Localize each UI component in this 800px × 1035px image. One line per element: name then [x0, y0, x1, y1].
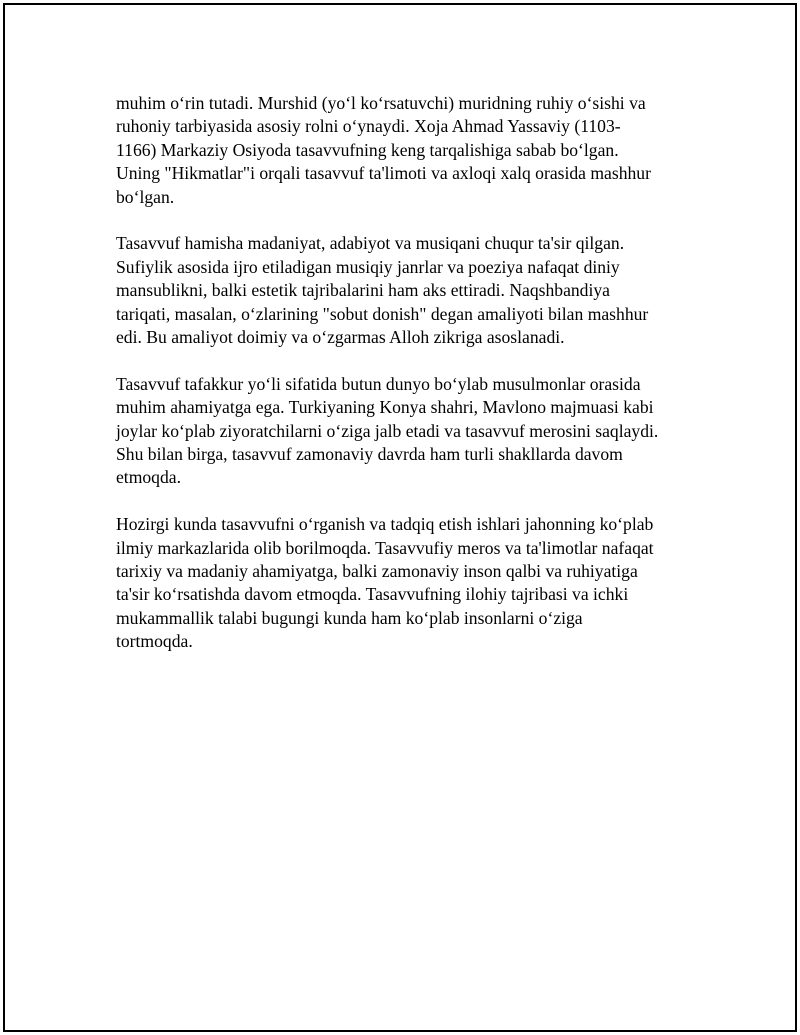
paragraph-3: Tasavvuf tafakkur yo‘li sifatida butun dunyo bo‘ylab musulmonlar orasida muhim ahamiyatga ega. Turkiyaning Konya shahri, Mavlono majmuasi kabi joylar ko‘plab ziyoratchilarni o‘ziga jalb etadi va tasavvuf merosini saqlaydi. Shu bilan birga, tasavvuf zamonaviy davrda ham turli shakllarda davom etmoqda. — [116, 373, 659, 488]
document-body — [116, 92, 701, 677]
paragraph-4: Hozirgi kunda tasavvufni o‘rganish va tadqiq etish ishlari jahonning ko‘plab ilmiy markazlarida olib borilmoqda. Tasavvufiy meros va ta'limotlar nafaqat tarixiy va madaniy ahamiyatga, balki zamonaviy inson qalbi va ruhiyatiga ta'sir ko‘rsatishda davom etmoqda. Tasavvufning ilohiy tajribasi va ichki mukammallik talabi bugungi kunda ham ko‘plab insonlarni o‘ziga tortmoqda. — [116, 514, 654, 652]
paragraph-2: Tasavvuf hamisha madaniyat, adabiyot va musiqani chuqur ta'sir qilgan. Sufiylik asosida ijro etiladigan musiqiy janrlar va poeziya nafaqat diniy mansublikni, balki estetik tajribalarini ham aks ettiradi. Naqshbandiya tariqati, masalan, o‘zlarining "sobut donish" degan amaliyoti bilan mashhur edi. Bu amaliyot doimiy va o‘zgarmas Alloh zikriga asoslanadi. — [116, 233, 649, 348]
paragraph-1: muhim o‘rin tutadi. Murshid (yo‘l ko‘rsatuvchi) muridning ruhiy o‘sishi va ruhoniy tarbiyasida asosiy rolni o‘ynaydi. Xoja Ahmad Yassaviy (1103- 1166) Markaziy Osiyoda tasavvufning keng tarqalishiga sabab bo‘lgan. Uning "Hikmatlar"i orqali tasavvuf ta'limoti va axloqi xalq orasida mashhur bo‘lgan. — [116, 93, 651, 207]
